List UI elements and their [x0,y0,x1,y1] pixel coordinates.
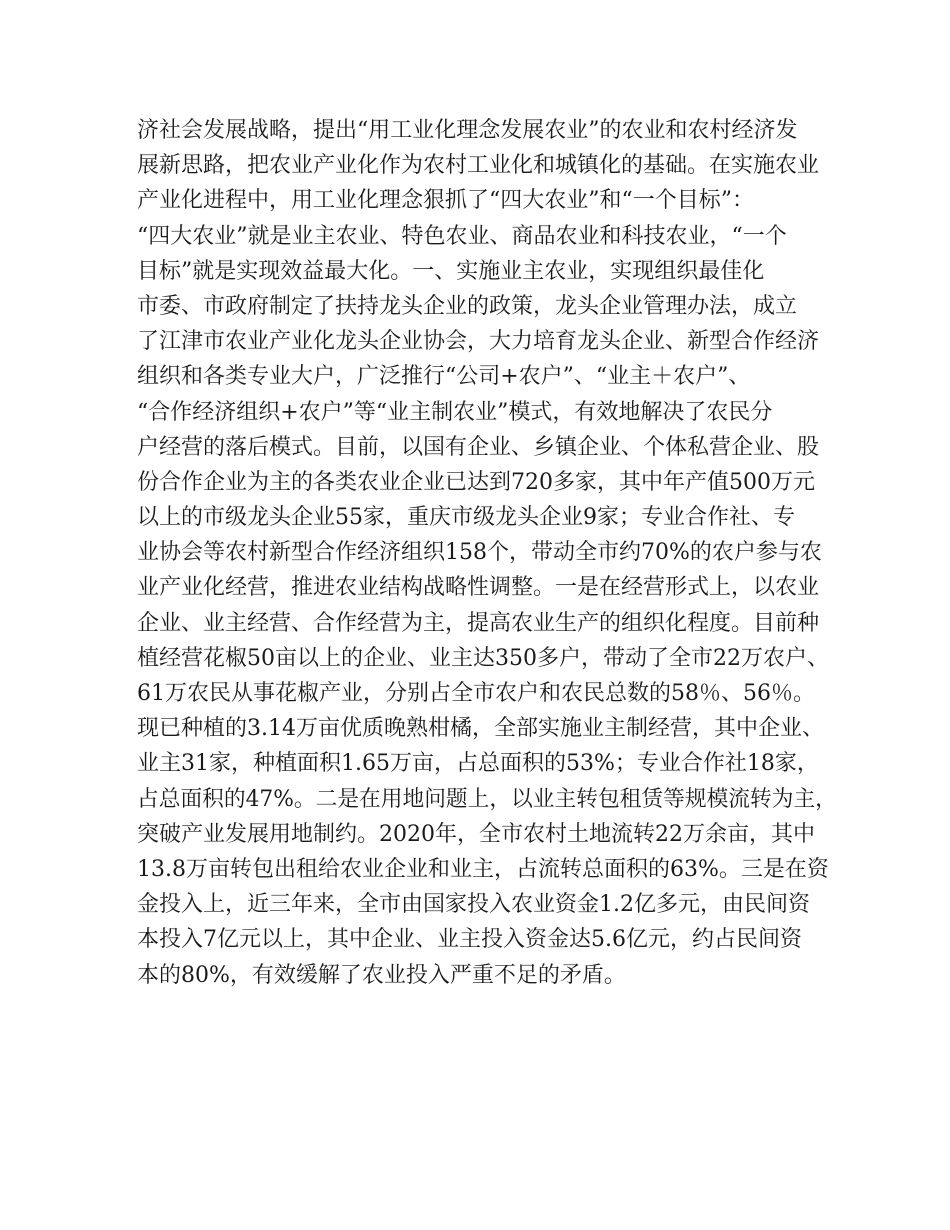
text-line: 61万农民从事花椒产业，分别占全市农户和农民总数的58％、56％。 [137,681,815,706]
text-line: 企业、业主经营、合作经营为主，提高农业生产的组织化程度。目前种 [137,610,820,636]
text-line: 13.8万亩转包出租给农业企业和业主，占流转总面积的63%。三是在资 [137,856,829,882]
text-line: 展新思路，把农业产业化作为农村工业化和城镇化的基础。在实施农业 [137,153,820,179]
text-line: 济社会发展战略，提出“用工业化理念发展农业”的农业和农村经济发 [137,118,798,143]
body-text [137,113,837,993]
text-line: 现已种植的3.14万亩优质晚熟柑橘，全部实施业主制经营，其中企业、 [137,716,824,742]
text-line: 占总面积的47%。二是在用地问题上，以业主转包租赁等规模流转为主， [137,786,837,812]
text-line: 金投入上，近三年来，全市由国家投入农业资金1.2亿多元，由民间资 [137,892,810,918]
text-line: 目标”就是实现效益最大化。一、实施业主农业，实现组织最佳化 [137,258,765,284]
text-line: 业协会等农村新型合作经济组织158个，带动全市约70%的农户参与农 [137,540,822,566]
text-line: 户经营的落后模式。目前，以国有企业、乡镇企业、个体私营企业、股 [137,434,820,460]
text-line: 份合作企业为主的各类农业企业已达到720多家，其中年产值500万元 [137,469,815,495]
text-line: 本的80%，有效缓解了农业投入严重不足的矛盾。 [137,962,626,988]
text-line: 市委、市政府制定了扶持龙头企业的政策，龙头企业管理办法，成立 [137,293,798,319]
text-line: 以上的市级龙头企业55家，重庆市级龙头企业9家；专业合作社、专 [137,505,795,531]
text-line: 植经营花椒50亩以上的企业、业主达350多户，带动了全市22万农户、 [137,645,829,671]
text-line: 突破产业发展用地制约。2020年，全市农村土地流转22万余亩，其中 [137,821,815,847]
text-line: “合作经济组织+农户”等“业主制农业”模式，有效地解决了农民分 [137,399,773,425]
text-line: 本投入7亿元以上，其中企业、业主投入资金达5.6亿元，约占民间资 [137,927,802,953]
text-line: 了江津市农业产业化龙头企业协会，大力培育龙头企业、新型合作经济 [137,329,820,355]
text-line: 业产业化经营，推进农业结构战略性调整。一是在经营形式上，以农业 [137,575,820,601]
text-line: 业主31家，种植面积1.65万亩，占总面积的53%；专业合作社18家， [137,751,819,777]
text-line: 产业化进程中，用工业化理念狠抓了“四大农业”和“一个目标”： [137,188,754,214]
text-line: 组织和各类专业大户，广泛推行“公司+农户”、“业主＋农户”、 [137,364,751,390]
text-line: “四大农业”就是业主农业、特色农业、商品农业和科技农业，“一个 [137,223,787,249]
